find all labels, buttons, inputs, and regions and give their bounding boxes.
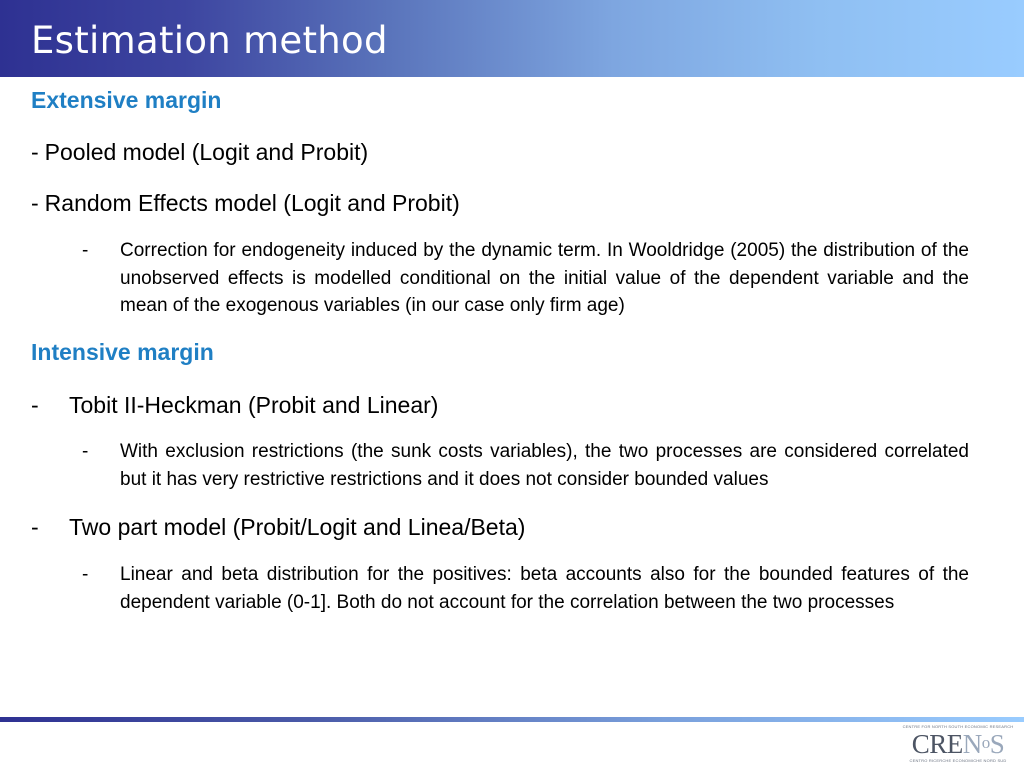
logo-wordmark-cre: CRE [911,729,963,759]
bullet-text: Pooled model (Logit and Probit) [44,139,369,165]
slide-title: Estimation method [31,19,388,62]
logo-wordmark-s: S [989,729,1005,759]
footer-gradient-bar [0,717,1024,722]
logo-wordmark [898,729,1018,758]
sub-bullet-text: Linear and beta distribution for the positives: beta accounts also for the bounded features of the dependent variable (0-1]. Both do not account for the correlation between the two processes [120,564,969,613]
sub-bullet-dash: - [82,441,89,462]
bullet-dash: - [31,514,39,540]
sub-bullet-text: Correction for endogeneity induced by the dynamic term. In Wooldridge (2005) the distribution of the unobserved effects is modelled conditional on the initial value of the dependent variable and the mean of the exogenous variables (in our case only firm age) [120,240,969,316]
logo-wordmark-o: o [981,733,990,752]
bullet-text: Tobit II-Heckman (Probit and Linear) [69,392,439,418]
logo-bottom-line: CENTRO RICERCHE ECONOMICHE NORD SUD [909,758,1007,763]
bullet-dash: - [31,190,39,216]
bullet-pooled-model [31,138,368,166]
bullet-dash: - [31,392,39,418]
bullet-text: Two part model (Probit/Logit and Linea/Beta) [69,514,526,540]
logo-top-line: CENTRE FOR NORTH SOUTH ECONOMIC RESEARCH [902,724,1014,729]
bullet-dash: - [31,139,39,165]
crenos-logo [898,724,1018,766]
sub-bullet-dash: - [82,240,89,261]
slide-header [0,0,1024,77]
logo-wordmark-n: N [962,729,982,759]
section-heading-intensive-margin: Intensive margin [31,339,214,365]
bullet-random-effects-model [31,189,460,217]
sub-bullet-dash: - [82,564,89,585]
sub-bullet-text: With exclusion restrictions (the sunk costs variables), the two processes are considered correlated but it has very restrictive restrictions and it does not consider bounded values [120,441,969,490]
bullet-text: Random Effects model (Logit and Probit) [44,190,460,216]
section-heading-extensive-margin: Extensive margin [31,87,222,113]
